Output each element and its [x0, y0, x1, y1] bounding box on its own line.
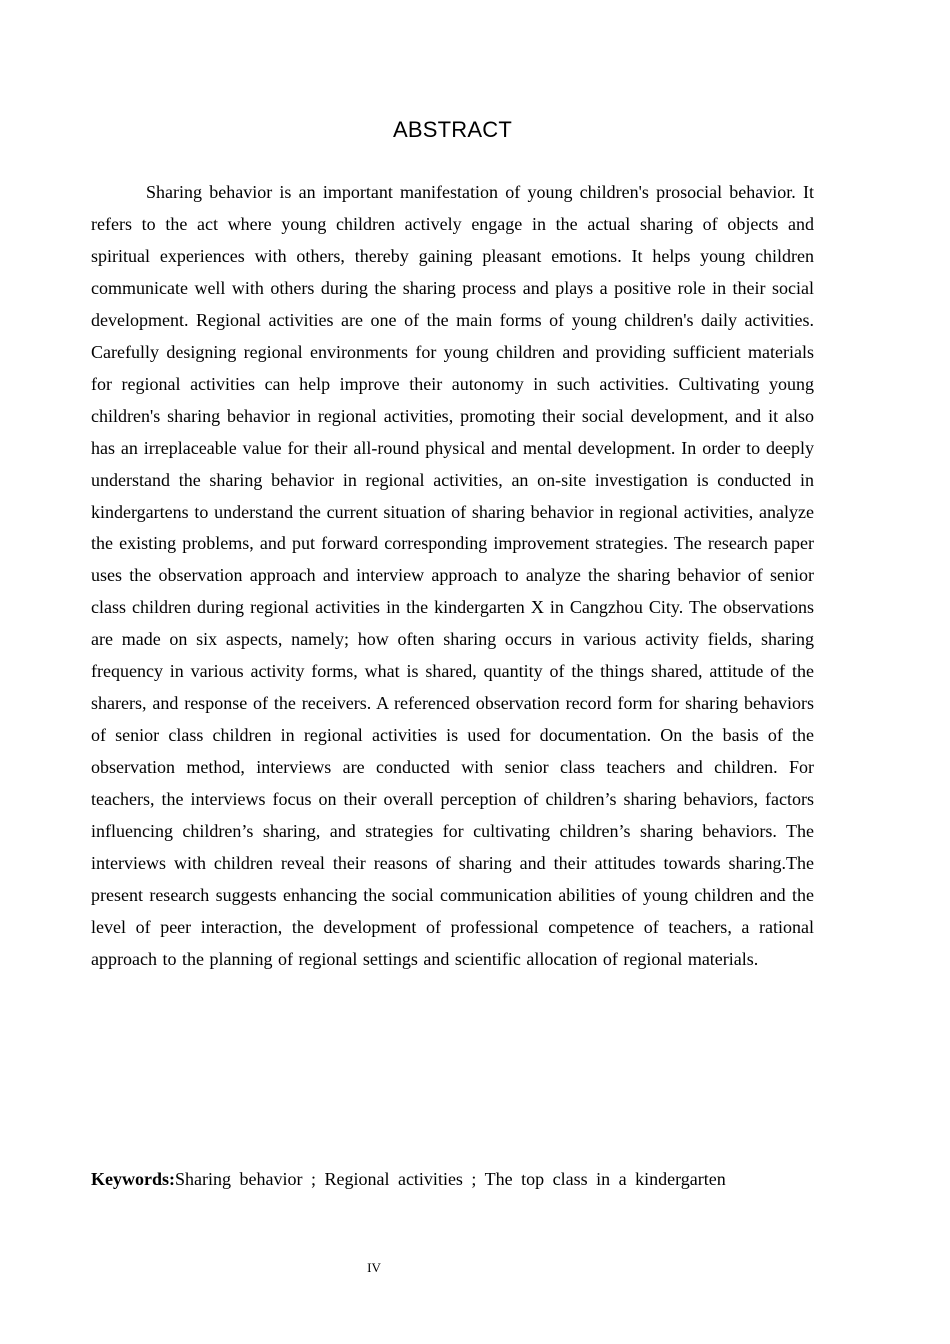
abstract-paragraph: Sharing behavior is an important manifestation of young children's prosocial behavior. It refers to the act where young children actively engage in the actual sharing of objects and spiritual experiences with others, thereby gaining pleasant emotions. It helps young children communicate well with others during the sharing process and plays a positive role in their social development. Regional activities are one of the main forms of young children's daily activities. Carefully designing regional environments for young children and providing sufficient materials for regional activities can help improve their autonomy in such activities. Cultivating young children's sharing behavior in regional activities, promoting their social development, and it also has an irreplaceable value for their all-round physical and mental development. In order to deeply understand the sharing behavior in regional activities, an on-site investigation is conducted in kindergartens to understand the current situation of sharing behavior in regional activities, analyze the existing problems, and put forward corresponding improvement strategies. The research paper uses the observation approach and interview approach to analyze the sharing behavior of senior class children during regional activities in the kindergarten X in Cangzhou City. The observations are made on six aspects, namely; how often sharing occurs in various activity fields, sharing frequency in various activity forms, what is shared, quantity of the things shared, attitude of the sharers, and response of the receivers. A referenced observation record form for sharing behaviors of senior class children in regional activities is used for documentation. On the basis of the observation method, interviews are conducted with senior class teachers and children. For teachers, the interviews focus on their overall perception of children’s sharing behaviors, factors influencing children’s sharing, and strategies for cultivating children’s sharing behaviors. The interviews with children reveal their reasons of sharing and their attitudes towards sharing.The present research suggests enhancing the social communication abilities of young children and the level of peer interaction, the development of professional competence of teachers, a rational approach to the planning of regional settings and scientific allocation of regional materials.: [91, 182, 814, 969]
keywords-line: [91, 1164, 814, 1195]
keywords-text: Sharing behavior ; Regional activities ; The top class in a kindergarten: [175, 1169, 726, 1189]
keywords-label: Keywords:: [91, 1169, 175, 1189]
page-title: ABSTRACT: [393, 117, 512, 142]
page-number: IV: [367, 1260, 381, 1275]
